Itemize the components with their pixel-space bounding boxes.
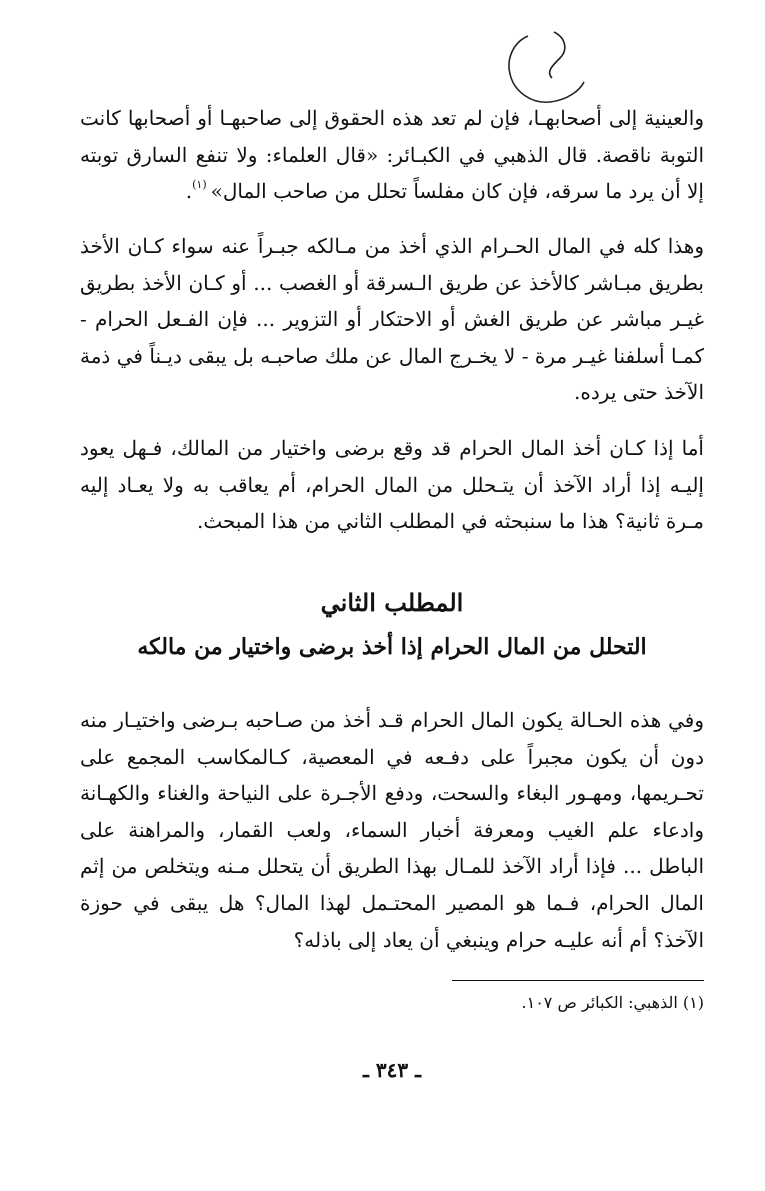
paragraph-4: وفي هذه الحـالة يكون المال الحرام قـد أخذ من صـاحبه بـرضى واختيـار منه دون أن يكون مجبراً على دفـعه في المعصية، كـالمكاسب المجمع على تحـريمها، ومهـور البغاء والسحت، ودفع الأجـرة على النياحة والغناء والكهـانة وادعاء علم الغيب ومعرفة أخبار السماء، ولعب القمار، والمراهنة على الباطل ... فإذا أراد الآخذ للمـال بهذا الطريق أن يتحلل مـنه ويتخلص من إثم المال الحرام، فـما هو المصير المحتـمل لهذا المال؟ هل يبقى في حوزة الآخذ؟ أم أنه عليـه حرام وينبغي أن يعاد إلى باذله؟ xyxy=(80,708,704,952)
footnote: (١) الذهبي: الكبائر ص ١٠٧. xyxy=(521,993,704,1012)
section-title: المطلب الثاني xyxy=(320,588,464,617)
paragraph-3: أما إذا كـان أخذ المال الحرام قد وقع برضى واختيار من المالك، فـهل يعود إليـه إذا أراد الآخذ أن يتـحلل من المال الحرام، أم يعاقب به ولا يعـاد إليه مـرة ثانية؟ هذا ما سنبحثه في المطلب الثاني من هذا المبحث. xyxy=(80,436,704,534)
section-subtitle: التحلل من المال الحرام إذا أخذ برضى واختيار من مالكه xyxy=(137,634,647,660)
footnote-reference: (١) xyxy=(192,178,207,192)
footnote-divider xyxy=(452,980,704,981)
paragraph-1-text: والعينية إلى أصحابهـا، فإن لم تعد هذه الحقوق إلى صاحبهـا أو أصحابها كانت التوبة ناقصة. قال الذهبي في الكبـائر: «قال العلماء: ولا تنفع السارق توبته إلا أن يرد ما سرقه، فإن كان مفلساً تحلل من صاحب المال» xyxy=(80,106,704,204)
page-number: ـ ٣٤٣ ـ xyxy=(363,1058,421,1082)
paragraph-2: وهذا كله في المال الحـرام الذي أخذ من مـالكه جبـراً عنه سواء كـان الأخذ بطريق مبـاشر كالأخذ عن طريق الـسرقة أو الغصب ... أو كـان الأخذ بطريق غيـر مباشر عن طريق الغش أو الاحتكار أو التزوير ... فإن الفـعل الحرام - كمـا أسلفنا غيـر مرة - لا يخـرج المال عن ملك صاحبـه بل يبقى ديـناً في ذمة الآخذ حتى يرده. xyxy=(80,234,704,405)
paragraph-1 xyxy=(80,100,704,210)
paragraph-1-end: . xyxy=(185,179,193,204)
